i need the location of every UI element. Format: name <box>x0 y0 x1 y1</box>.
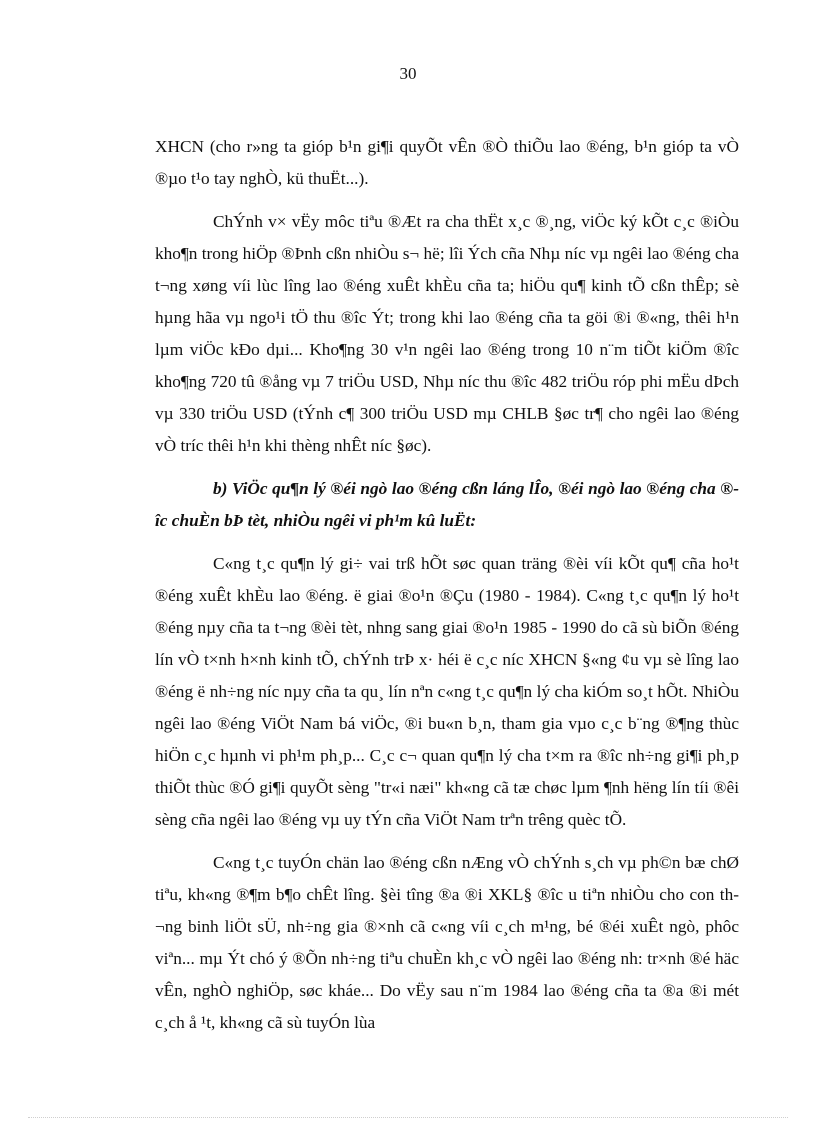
paragraph-objectives: ChÝnh v× vËy môc tiªu ®Æt ra cha thËt x¸c ®¸ng, viÖc ký kÕt c¸c ®iÒu kho¶n trong hiÖp ®Þnh cßn nhiÒu s¬ hë; lîi Ých cña Nhµ níc vµ ngêi lao ®éng cha t¬ng xøng víi lùc lîng lao ®éng xuÊt khÈu cña ta; hiÖu qu¶ kinh tÕ cßn thÊp; sè hµng hãa vµ ngo¹i tÖ thu ®îc Ýt; trong khi lao ®éng cña ta göi ®i ®«ng, thêi h¹n lµm viÖc kÐo dµi... Kho¶ng 30 v¹n ngêi lao ®éng trong 10 n¨m tiÕt kiÖm ®îc kho¶ng 720 tû ®ång vµ 7 triÖu USD, Nhµ níc thu ®îc 482 triÖu róp phi mËu dÞch vµ 330 triÖu USD (tÝnh c¶ 300 triÖu USD mµ CHLB §øc tr¶ cho ngêi lao ®éng vÒ tríc thêi h¹n khi thèng nhÊt níc §øc). <box>155 212 739 455</box>
paragraph-management: C«ng t¸c qu¶n lý gi÷ vai trß hÕt søc quan träng ®èi víi kÕt qu¶ cña ho¹t ®éng xuÊt khÈu lao ®éng. ë giai ®o¹n ®Çu (1980 - 1984). C«ng t¸c qu¶n lý ho¹t ®éng nµy cña ta t¬ng ®èi tèt, nhng sang giai ®o¹n 1985 - 1990 do cã sù biÕn ®éng lín vÒ t×nh h×nh kinh tÕ, chÝnh trÞ x· héi ë c¸c níc XHCN §«ng ¢u vµ sè lîng lao ®éng ë nh÷ng níc nµy cña ta qu¸ lín nªn c«ng t¸c qu¶n lý cha kiÓm so¸t hÕt. NhiÒu ngêi lao ®éng ViÖt Nam bá viÖc, ®i bu«n b¸n, tham gia vµo c¸c b¨ng ®¶ng thùc hiÖn c¸c hµnh vi ph¹m ph¸p... C¸c c¬ quan qu¶n lý cha t×m ra ®îc nh÷ng gi¶i ph¸p thiÕt thùc ®Ó gi¶i quyÕt sèng "tr«i næi" kh«ng cã tæ chøc lµm ¶nh hëng lín tíi ®êi sèng cña ngêi lao ®éng vµ uy tÝn cña ViÖt Nam trªn trêng quèc tÕ. <box>155 554 739 829</box>
section-heading-b: b) ViÖc qu¶n lý ®éi ngò lao ®éng cßn láng lÎo, ®éi ngò lao ®éng cha ®îc chuÈn bÞ tèt, nhiÒu ngêi vi ph¹m kû luËt: <box>155 479 739 530</box>
footer-divider <box>28 1117 788 1118</box>
body-text <box>155 131 739 1039</box>
paragraph-recruitment: C«ng t¸c tuyÓn chän lao ®éng cßn nÆng vÒ chÝnh s¸ch vµ ph©n bæ chØ tiªu, kh«ng ®¶m b¶o chÊt lîng. §èi tîng ®a ®i XKL§ ®îc u tiªn nhiÒu cho con th¬ng binh liÖt sÜ, nh÷ng gia ®×nh cã c«ng víi c¸ch m¹ng, bé ®éi xuÊt ngò, phôc viªn... mµ Ýt chó ý ®Õn nh÷ng tiªu chuÈn kh¸c vÒ ngêi lao ®éng nh: tr×nh ®é häc vÊn, nghÒ nghiÖp, søc kháe... Do vËy sau n¨m 1984 lao ®éng cña ta ®a ®i mét c¸ch å ¹t, kh«ng cã sù tuyÓn lùa <box>155 853 739 1032</box>
page-number: 30 <box>399 64 417 83</box>
paragraph-continuation: XHCN (cho r»ng ta gióp b¹n gi¶i quyÕt vÊn ®Ò thiÕu lao ®éng, b¹n gióp ta vÒ ®µo t¹o tay nghÒ, kü thuËt...). <box>155 137 739 188</box>
